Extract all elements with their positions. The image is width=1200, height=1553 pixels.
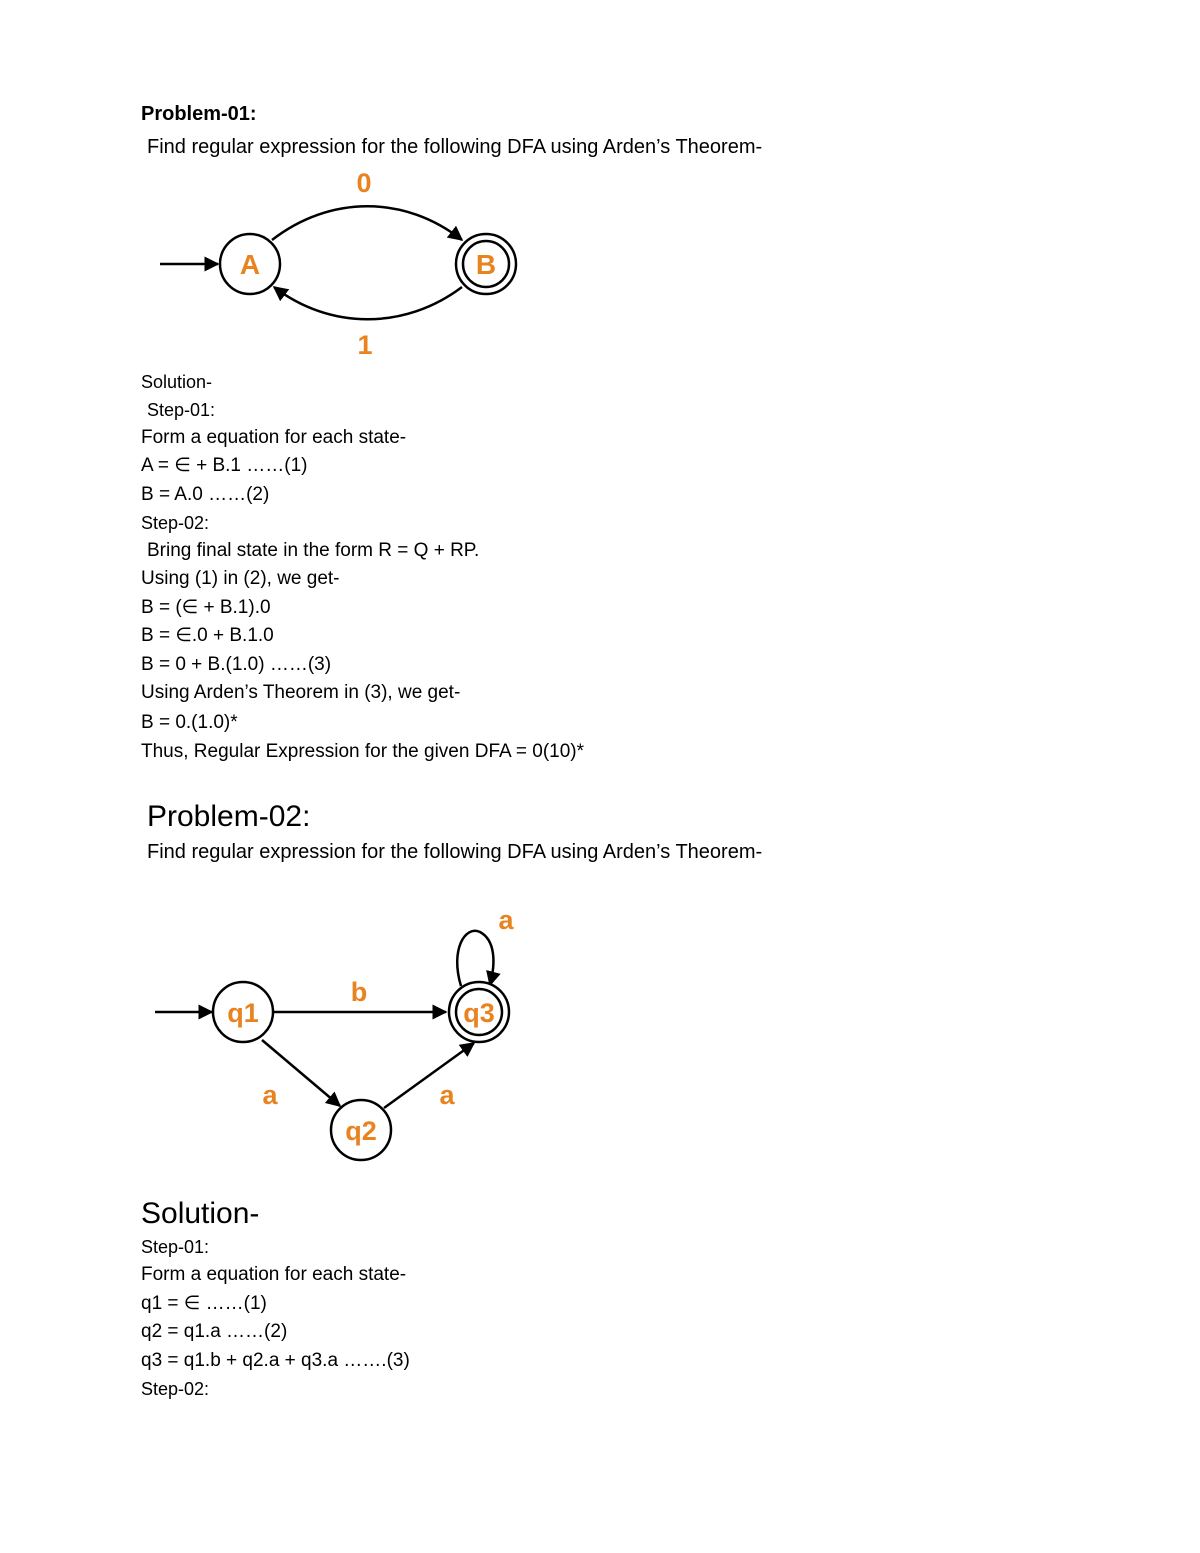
problem2-solution-label: Solution- [141, 1197, 260, 1230]
problem1-step2-line: Using (1) in (2), we get- [141, 568, 340, 589]
problem1-step1-line: A = ∈ + B.1 ……(1) [141, 455, 308, 476]
problem1-heading: Problem-01: [141, 103, 257, 125]
problem1-step2-line: B = ∈.0 + B.1.0 [141, 625, 274, 646]
problem1-step2-line: Bring final state in the form R = Q + RP. [147, 540, 480, 561]
edge-q2-to-q3 [384, 1043, 474, 1108]
problem2-heading: Problem-02: [147, 800, 311, 833]
problem2-step1-line: Form a equation for each state- [141, 1264, 407, 1285]
problem1-step2-line: Thus, Regular Expression for the given DFA = 0(10)* [141, 741, 585, 762]
edge-label-0: 0 [356, 168, 372, 198]
edge-label-a-loop: a [498, 905, 514, 935]
problem1-step2-line: B = 0.(1.0)* [141, 712, 238, 733]
state-q1-label: q1 [227, 998, 259, 1028]
problem1-step2-line: B = 0 + B.(1.0) ……(3) [141, 654, 332, 675]
problem2-step1-line: q2 = q1.a ……(2) [141, 1321, 288, 1342]
problem1-prompt: Find regular expression for the following DFA using Arden’s Theorem- [147, 136, 763, 158]
problem1-step1-label: Step-01: [147, 400, 216, 420]
problem2-prompt: Find regular expression for the following DFA using Arden’s Theorem- [147, 841, 763, 863]
state-a-label: A [239, 249, 261, 280]
problem2-step1-label: Step-01: [141, 1237, 210, 1257]
edge-label-a-q2-q3: a [439, 1080, 455, 1110]
state-q2-label: q2 [345, 1116, 377, 1146]
edge-label-1: 1 [357, 330, 373, 360]
state-q3-label: q3 [463, 998, 495, 1028]
problem1-step2-label: Step-02: [141, 513, 210, 533]
problem1-step1-line: Form a equation for each state- [141, 427, 407, 448]
edge-label-a-q1-q2: a [262, 1080, 278, 1110]
state-b-label: B [475, 249, 497, 280]
problem2-step1-line: q1 = ∈ ……(1) [141, 1293, 267, 1314]
problem2-step2-label: Step-02: [141, 1379, 210, 1399]
problem1-solution-label: Solution- [141, 372, 213, 392]
edge-q3-loop [457, 931, 493, 986]
problem1-step2-line: B = (∈ + B.1).0 [141, 597, 271, 618]
problem1-step2-line: Using Arden’s Theorem in (3), we get- [141, 682, 461, 703]
edge-label-b: b [350, 977, 368, 1007]
problem2-step1-line: q3 = q1.b + q2.a + q3.a …….(3) [141, 1350, 410, 1371]
problem1-step1-line: B = A.0 ……(2) [141, 484, 270, 505]
